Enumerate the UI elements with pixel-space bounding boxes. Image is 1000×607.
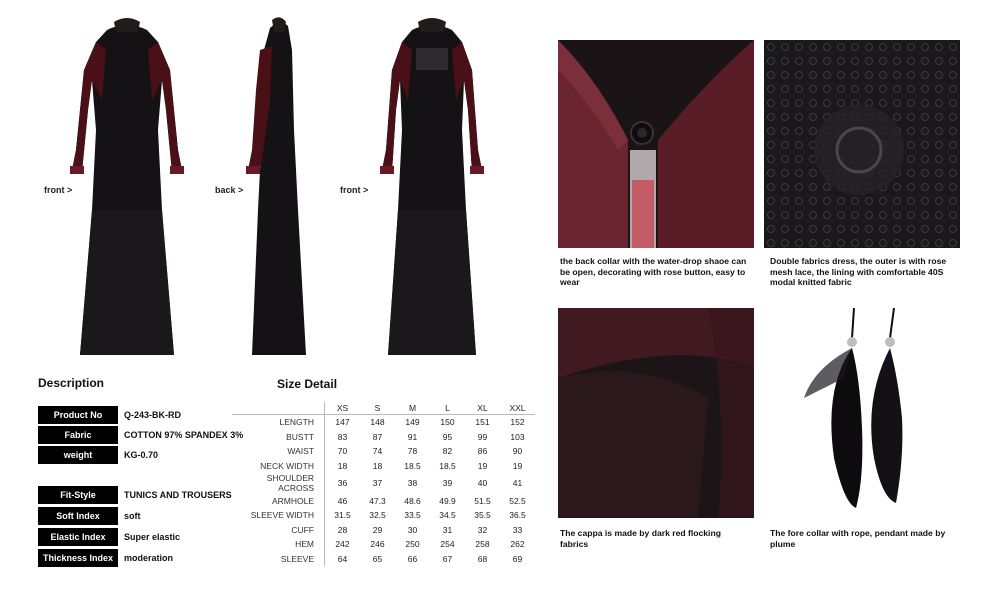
view-label-front: front > — [44, 185, 73, 195]
size-cell: 31 — [442, 524, 453, 535]
size-cell: 32.5 — [369, 510, 386, 521]
size-row-label: WAIST — [232, 444, 325, 459]
dress-front-open-image — [372, 10, 492, 360]
size-cell: 149 — [405, 417, 420, 428]
size-row-label: SHOULDER ACROSS — [232, 473, 325, 493]
size-cell: 29 — [372, 524, 383, 535]
size-cell: 31.5 — [334, 510, 351, 521]
size-cell: 70 — [337, 446, 348, 457]
size-cell: 150 — [440, 417, 455, 428]
desc-key-fit-style: Fit-Style — [38, 486, 118, 504]
size-cell: 18 — [372, 461, 383, 472]
size-cell: 18.5 — [404, 461, 421, 472]
size-cell: 250 — [405, 539, 420, 550]
size-cell: 90 — [512, 446, 523, 457]
size-cell: 33 — [512, 524, 523, 535]
size-cell: 64 — [337, 554, 348, 565]
size-cell: 83 — [337, 431, 348, 442]
desc-value-product-no: Q-243-BK-RD — [124, 410, 182, 420]
size-row — [232, 508, 535, 523]
view-label-front-2: front > — [340, 185, 369, 195]
description-title: Description — [38, 376, 105, 390]
size-cell: 99 — [477, 431, 488, 442]
caption-collar-back: the back collar with the water-drop shaoe can be open, decorating with rose button, easy to wear — [560, 256, 747, 287]
size-row-label: SLEEVE — [232, 552, 325, 567]
dress-front-image — [62, 10, 192, 360]
lace-fabric-photo — [764, 40, 960, 248]
size-cell: 32 — [477, 524, 488, 535]
plume-pendant-photo — [764, 308, 960, 518]
desc-value-thickness-index: moderation — [124, 553, 174, 563]
dress-back-image — [240, 10, 320, 360]
size-header-l: L — [430, 402, 465, 415]
size-cell: 52.5 — [509, 495, 526, 506]
size-cell: 87 — [372, 431, 383, 442]
size-row — [232, 459, 535, 474]
size-row — [232, 473, 535, 493]
desc-key-fabric: Fabric — [38, 426, 118, 444]
size-row — [232, 415, 535, 430]
size-row-label: SLEEVE WIDTH — [232, 508, 325, 523]
size-row-label: LENGTH — [232, 415, 325, 430]
size-row — [232, 552, 535, 567]
size-cell: 28 — [337, 524, 348, 535]
size-cell: 68 — [477, 554, 488, 565]
size-row-label: NECK WIDTH — [232, 459, 325, 474]
size-cell: 19 — [512, 461, 523, 472]
size-cell: 91 — [407, 431, 418, 442]
desc-key-thickness-index: Thickness Index — [38, 549, 118, 567]
size-cell: 49.9 — [439, 495, 456, 506]
size-cell: 46 — [337, 495, 348, 506]
size-cell: 38 — [407, 478, 418, 489]
desc-value-soft-index: soft — [124, 511, 141, 521]
size-header-corner — [232, 402, 325, 415]
size-cell: 148 — [370, 417, 385, 428]
size-cell: 246 — [370, 539, 385, 550]
size-cell: 74 — [372, 446, 383, 457]
size-cell: 41 — [512, 478, 523, 489]
size-header-xxl: XXL — [500, 402, 535, 415]
desc-key-product-no: Product No — [38, 406, 118, 424]
size-cell: 242 — [335, 539, 350, 550]
size-cell: 18.5 — [439, 461, 456, 472]
size-cell: 39 — [442, 478, 453, 489]
size-header-xs: XS — [325, 402, 361, 415]
size-cell: 19 — [477, 461, 488, 472]
size-row — [232, 493, 535, 508]
desc-key-soft-index: Soft Index — [38, 507, 118, 525]
desc-value-fit-style: TUNICS AND TROUSERS — [124, 490, 232, 500]
size-cell: 30 — [407, 524, 418, 535]
size-cell: 66 — [407, 554, 418, 565]
desc-key-weight: weight — [38, 446, 118, 464]
size-header-xl: XL — [465, 402, 500, 415]
size-cell: 37 — [372, 478, 383, 489]
desc-value-elastic-index: Super elastic — [124, 532, 181, 542]
caption-cappa: The cappa is made by dark red flocking fabrics — [560, 528, 721, 549]
size-detail-title: Size Detail — [277, 377, 338, 391]
collar-back-photo — [558, 40, 754, 248]
size-row — [232, 537, 535, 552]
caption-plume: The fore collar with rope, pendant made by plume — [770, 528, 946, 549]
desc-value-weight: KG-0.70 — [124, 450, 159, 460]
size-cell: 40 — [477, 478, 488, 489]
size-cell: 34.5 — [439, 510, 456, 521]
size-cell: 36 — [337, 478, 348, 489]
size-row — [232, 430, 535, 445]
size-cell: 51.5 — [474, 495, 491, 506]
size-cell: 47.3 — [369, 495, 386, 506]
size-row-label: CUFF — [232, 523, 325, 538]
size-cell: 18 — [337, 461, 348, 472]
size-header-s: S — [360, 402, 395, 415]
desc-key-elastic-index: Elastic Index — [38, 528, 118, 546]
size-header-m: M — [395, 402, 430, 415]
size-row — [232, 444, 535, 459]
size-cell: 95 — [442, 431, 453, 442]
size-cell: 151 — [475, 417, 490, 428]
size-cell: 69 — [512, 554, 523, 565]
size-cell: 258 — [475, 539, 490, 550]
size-cell: 82 — [442, 446, 453, 457]
size-row-label: BUSTT — [232, 430, 325, 445]
size-cell: 35.5 — [474, 510, 491, 521]
size-cell: 65 — [372, 554, 383, 565]
size-cell: 78 — [407, 446, 418, 457]
cappa-fabric-photo — [558, 308, 754, 518]
size-cell: 33.5 — [404, 510, 421, 521]
size-cell: 103 — [510, 431, 525, 442]
size-row-label: ARMHOLE — [232, 493, 325, 508]
size-cell: 147 — [335, 417, 350, 428]
desc-value-fabric: COTTON 97% SPANDEX 3% — [124, 430, 244, 440]
size-cell: 262 — [510, 539, 525, 550]
size-cell: 152 — [510, 417, 525, 428]
size-cell: 254 — [440, 539, 455, 550]
size-cell: 67 — [442, 554, 453, 565]
size-table — [232, 402, 535, 566]
size-row-label: HEM — [232, 537, 325, 552]
size-cell: 86 — [477, 446, 488, 457]
caption-lace-fabric: Double fabrics dress, the outer is with rose mesh lace, the lining with comfortable 40S modal knitted fabric — [770, 256, 947, 287]
size-cell: 48.6 — [404, 495, 421, 506]
view-label-back: back > — [215, 185, 244, 195]
size-cell: 36.5 — [509, 510, 526, 521]
size-row — [232, 523, 535, 538]
size-header-row — [232, 402, 535, 415]
